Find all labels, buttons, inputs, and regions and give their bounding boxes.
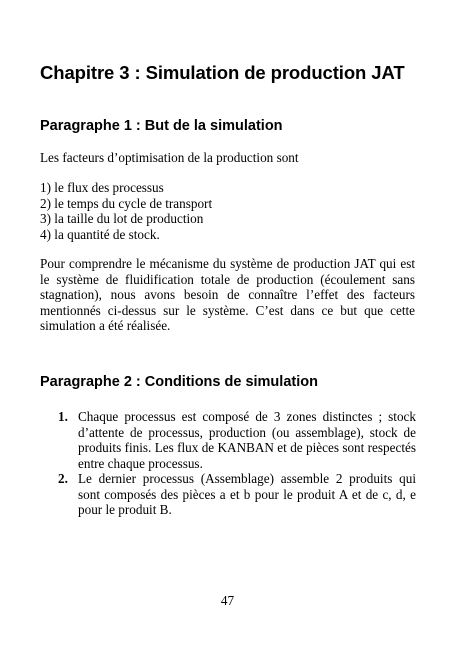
section1-intro: Les facteurs d’optimisation de la production sont [40, 150, 299, 165]
list-item [58, 471, 416, 518]
section1-title: Paragraphe 1 : But de la simulation [40, 118, 283, 134]
list-item: 2) le temps du cycle de transport [40, 195, 213, 211]
chapter-title: Chapitre 3 : Simulation de production JAT [40, 62, 405, 83]
list-item: 3) la taille du lot de production [40, 211, 204, 226]
list-item: 1) le flux des processus [40, 180, 164, 195]
list-item-text: Chaque processus est composé de 3 zones distinctes ; stock d’attente de processus, production (ou assemblage), stock de produits finis. Les flux de KANBAN et de pièces sont respectés entre chaque processus. [78, 409, 416, 471]
section1-paragraph: Pour comprendre le mécanisme du système de production JAT qui est le système de fluidification totale de production (écoulement sans stagnation), nous avons besoin de connaître l’effet des facteurs mentionnés ci-dessus sur le système. C’est dans ce but que cette simulation a été réalisée. [40, 256, 415, 333]
list-item [58, 409, 416, 471]
list-item: 4) la quantité de stock. [40, 226, 160, 242]
list-item-number: 2. [58, 471, 68, 486]
conditions-list [58, 409, 416, 518]
page-number: 47 [220, 593, 235, 608]
factors-list [40, 180, 212, 242]
list-item-number: 1. [58, 409, 68, 424]
list-item-text: Le dernier processus (Assemblage) assemble 2 produits qui sont composés des pièces a et b pour le produit A et de c, d, e pour le produit B. [78, 471, 416, 517]
section2-title: Paragraphe 2 : Conditions de simulation [40, 374, 318, 390]
